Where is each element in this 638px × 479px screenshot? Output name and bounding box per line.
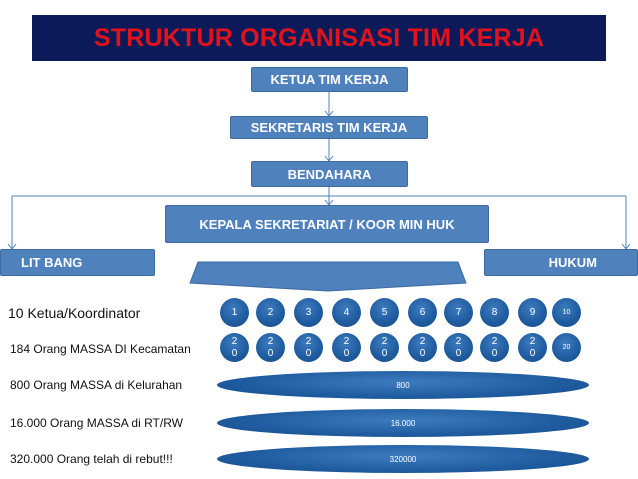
kelurahan-count: 800: [396, 380, 410, 390]
row-label-direbut: 320.000 Orang telah di rebut!!!: [10, 452, 173, 466]
coordinator-circle-9: 9: [518, 298, 547, 327]
kecamatan-circle-10: 20: [552, 333, 581, 362]
direbut-count: 320000: [389, 454, 417, 464]
kecamatan-circle-8: 2 0: [480, 333, 509, 362]
coordinator-circle-2: 2: [256, 298, 285, 327]
sekretaris-box: [230, 116, 428, 139]
ketua-label: KETUA TIM KERJA: [270, 72, 389, 87]
litbang-box: [0, 249, 155, 276]
kecamatan-circle-2: 2 0: [256, 333, 285, 362]
kecamatan-circle-6: 2 0: [408, 333, 437, 362]
kecamatan-circle-7: 2 0: [444, 333, 473, 362]
kepala-box: [165, 205, 489, 243]
coordinator-circle-3: 3: [294, 298, 323, 327]
coordinator-circle-6: 6: [408, 298, 437, 327]
row-label-rtrw: 16.000 Orang MASSA di RT/RW: [10, 416, 183, 430]
sekretaris-label: SEKRETARIS TIM KERJA: [250, 120, 408, 135]
coordinator-circle-5: 5: [370, 298, 399, 327]
rtrw-count: 16.000: [390, 418, 416, 428]
kepala-label: KEPALA SEKRETARIAT / KOOR MIN HUK: [199, 216, 455, 232]
row-label-kelurahan: 800 Orang MASSA di Kelurahan: [10, 378, 183, 392]
bendahara-box: [251, 161, 408, 187]
direbut-ellipse: [217, 445, 589, 473]
coordinator-circle-1: 1: [220, 298, 249, 327]
row-label-ketua: 10 Ketua/Koordinator: [8, 305, 141, 321]
kecamatan-circle-4: 2 0: [332, 333, 361, 362]
down-chevron-shape: [190, 262, 466, 291]
kecamatan-circle-5: 2 0: [370, 333, 399, 362]
litbang-label: LIT BANG: [21, 255, 83, 270]
hukum-label: HUKUM: [548, 255, 597, 270]
row-label-kecamatan: 184 Orang MASSA DI Kecamatan: [10, 342, 191, 356]
bendahara-label: BENDAHARA: [287, 166, 372, 182]
coordinator-circle-7: 7: [444, 298, 473, 327]
kelurahan-ellipse: [217, 371, 589, 399]
ketua-box: [251, 67, 408, 92]
hukum-box: [484, 249, 638, 276]
coordinator-circle-10: 10: [552, 298, 581, 327]
page-title: STRUKTUR ORGANISASI TIM KERJA: [93, 23, 545, 52]
kecamatan-circle-9: 2 0: [518, 333, 547, 362]
coordinator-circle-8: 8: [480, 298, 509, 327]
kecamatan-circle-1: 2 0: [220, 333, 249, 362]
coordinator-circle-4: 4: [332, 298, 361, 327]
kecamatan-circle-3: 2 0: [294, 333, 323, 362]
rtrw-ellipse: [217, 409, 589, 437]
